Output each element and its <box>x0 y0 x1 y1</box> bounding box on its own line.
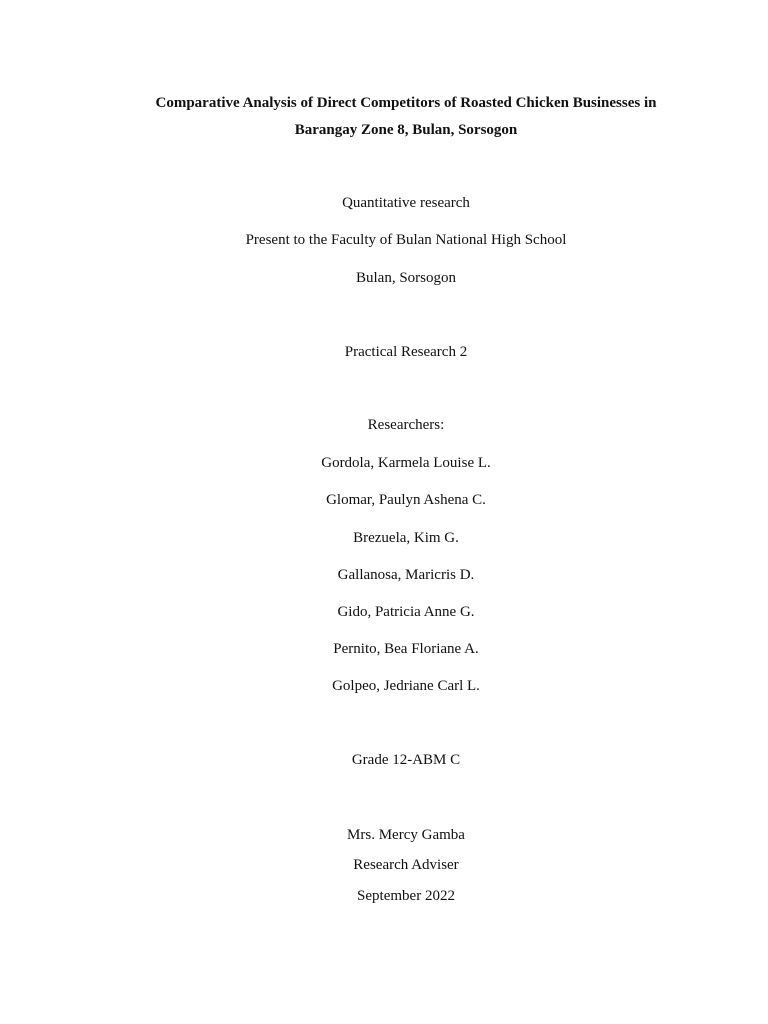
adviser-role: Research Adviser <box>353 857 459 873</box>
researcher-name: Brezuela, Kim G. <box>353 530 459 546</box>
grade-section: Grade 12-ABM C <box>351 752 461 768</box>
document-title-line-1: Comparative Analysis of Direct Competitors of Roasted Chicken Businesses in <box>155 95 657 111</box>
location: Bulan, Sorsogon <box>355 270 456 286</box>
research-type: Quantitative research <box>342 195 470 211</box>
submission-date: September 2022 <box>357 888 455 904</box>
subject: Practical Research 2 <box>344 344 468 360</box>
researchers-heading: Researchers: <box>367 417 445 433</box>
researcher-name: Pernito, Bea Floriane A. <box>333 641 479 657</box>
researcher-name: Golpeo, Jedriane Carl L. <box>332 678 480 694</box>
document-title-line-2: Barangay Zone 8, Bulan, Sorsogon <box>294 122 518 138</box>
presented-to: Present to the Faculty of Bulan National High School <box>245 232 567 248</box>
researcher-name: Gido, Patricia Anne G. <box>337 604 475 620</box>
adviser-name: Mrs. Mercy Gamba <box>347 827 465 843</box>
researcher-name: Glomar, Paulyn Ashena C. <box>326 492 486 508</box>
researcher-name: Gordola, Karmela Louise L. <box>321 455 491 471</box>
researcher-name: Gallanosa, Maricris D. <box>337 567 475 583</box>
